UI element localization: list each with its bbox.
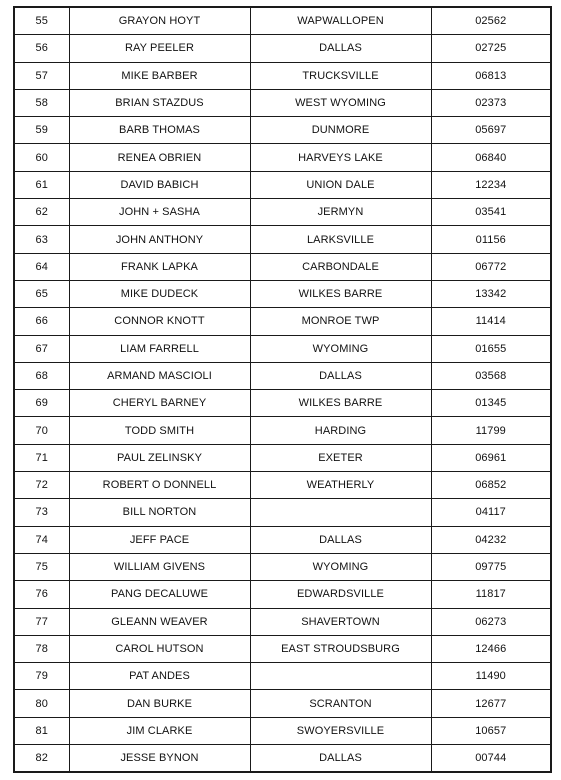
- entry-number-cell: 74: [14, 526, 69, 553]
- table-row: [14, 144, 551, 171]
- entry-code-cell: 04232: [431, 526, 551, 553]
- entry-code-cell: 05697: [431, 117, 551, 144]
- entry-code-cell: 03541: [431, 199, 551, 226]
- entry-code-cell: 13342: [431, 280, 551, 307]
- entry-name-cell: TODD SMITH: [69, 417, 250, 444]
- entry-number-cell: 81: [14, 717, 69, 744]
- table-row: [14, 171, 551, 198]
- entry-town-cell: DALLAS: [250, 35, 431, 62]
- entry-code-cell: 06840: [431, 144, 551, 171]
- entry-number-cell: 78: [14, 635, 69, 662]
- entry-name-cell: MIKE DUDECK: [69, 280, 250, 307]
- entry-number-cell: 60: [14, 144, 69, 171]
- entry-code-cell: 09775: [431, 553, 551, 580]
- entry-number-cell: 67: [14, 335, 69, 362]
- entry-town-cell: MONROE TWP: [250, 308, 431, 335]
- table-row: [14, 253, 551, 280]
- entry-town-cell: WYOMING: [250, 553, 431, 580]
- entry-town-cell: EAST STROUDSBURG: [250, 635, 431, 662]
- table-row: [14, 390, 551, 417]
- entry-code-cell: 03568: [431, 362, 551, 389]
- entry-code-cell: 01655: [431, 335, 551, 362]
- entry-name-cell: JIM CLARKE: [69, 717, 250, 744]
- entry-town-cell: WYOMING: [250, 335, 431, 362]
- entry-name-cell: CHERYL BARNEY: [69, 390, 250, 417]
- entry-town-cell: WILKES BARRE: [250, 280, 431, 307]
- entry-name-cell: JEFF PACE: [69, 526, 250, 553]
- entry-name-cell: PANG DECALUWE: [69, 581, 250, 608]
- entry-name-cell: ROBERT O DONNELL: [69, 472, 250, 499]
- table-row: [14, 308, 551, 335]
- entries-table: [13, 6, 552, 773]
- entry-town-cell: HARVEYS LAKE: [250, 144, 431, 171]
- entry-number-cell: 65: [14, 280, 69, 307]
- entry-number-cell: 69: [14, 390, 69, 417]
- entries-table-body: [14, 7, 551, 772]
- entry-name-cell: BILL NORTON: [69, 499, 250, 526]
- entry-code-cell: 01156: [431, 226, 551, 253]
- entry-number-cell: 72: [14, 472, 69, 499]
- table-row: [14, 226, 551, 253]
- entry-town-cell: WAPWALLOPEN: [250, 7, 431, 35]
- entry-code-cell: 11799: [431, 417, 551, 444]
- table-row: [14, 608, 551, 635]
- entry-code-cell: 04117: [431, 499, 551, 526]
- entry-town-cell: WEATHERLY: [250, 472, 431, 499]
- entry-code-cell: 06772: [431, 253, 551, 280]
- entry-name-cell: BARB THOMAS: [69, 117, 250, 144]
- entry-name-cell: WILLIAM GIVENS: [69, 553, 250, 580]
- entry-name-cell: PAT ANDES: [69, 663, 250, 690]
- entry-town-cell: DUNMORE: [250, 117, 431, 144]
- entry-number-cell: 75: [14, 553, 69, 580]
- entry-name-cell: JOHN + SASHA: [69, 199, 250, 226]
- entry-town-cell: UNION DALE: [250, 171, 431, 198]
- entry-code-cell: 12677: [431, 690, 551, 717]
- entry-code-cell: 02725: [431, 35, 551, 62]
- entry-town-cell: EDWARDSVILLE: [250, 581, 431, 608]
- entry-code-cell: 06813: [431, 62, 551, 89]
- entry-number-cell: 57: [14, 62, 69, 89]
- entry-name-cell: DAN BURKE: [69, 690, 250, 717]
- table-row: [14, 581, 551, 608]
- entry-name-cell: CAROL HUTSON: [69, 635, 250, 662]
- entry-code-cell: 10657: [431, 717, 551, 744]
- entry-name-cell: CONNOR KNOTT: [69, 308, 250, 335]
- entry-number-cell: 66: [14, 308, 69, 335]
- entry-code-cell: 11490: [431, 663, 551, 690]
- entry-town-cell: SCRANTON: [250, 690, 431, 717]
- entry-town-cell: DALLAS: [250, 526, 431, 553]
- entry-number-cell: 71: [14, 444, 69, 471]
- table-row: [14, 89, 551, 116]
- entry-code-cell: 06961: [431, 444, 551, 471]
- entry-code-cell: 02373: [431, 89, 551, 116]
- table-row: [14, 472, 551, 499]
- table-row: [14, 553, 551, 580]
- entry-town-cell: LARKSVILLE: [250, 226, 431, 253]
- table-row: [14, 635, 551, 662]
- entry-town-cell: CARBONDALE: [250, 253, 431, 280]
- entry-name-cell: PAUL ZELINSKY: [69, 444, 250, 471]
- entry-town-cell: EXETER: [250, 444, 431, 471]
- entry-code-cell: 02562: [431, 7, 551, 35]
- entry-code-cell: 11414: [431, 308, 551, 335]
- entry-code-cell: 12234: [431, 171, 551, 198]
- entry-town-cell: [250, 663, 431, 690]
- table-row: [14, 335, 551, 362]
- entry-name-cell: BRIAN STAZDUS: [69, 89, 250, 116]
- entry-number-cell: 68: [14, 362, 69, 389]
- entry-name-cell: ARMAND MASCIOLI: [69, 362, 250, 389]
- entry-number-cell: 70: [14, 417, 69, 444]
- entry-code-cell: 01345: [431, 390, 551, 417]
- entry-number-cell: 58: [14, 89, 69, 116]
- table-row: [14, 444, 551, 471]
- entry-name-cell: RENEA OBRIEN: [69, 144, 250, 171]
- entry-name-cell: JOHN ANTHONY: [69, 226, 250, 253]
- table-row: [14, 417, 551, 444]
- entry-name-cell: MIKE BARBER: [69, 62, 250, 89]
- entry-number-cell: 79: [14, 663, 69, 690]
- entry-name-cell: LIAM FARRELL: [69, 335, 250, 362]
- entry-number-cell: 56: [14, 35, 69, 62]
- entry-code-cell: 06273: [431, 608, 551, 635]
- entry-number-cell: 63: [14, 226, 69, 253]
- entry-name-cell: RAY PEELER: [69, 35, 250, 62]
- entry-code-cell: 12466: [431, 635, 551, 662]
- entry-number-cell: 55: [14, 7, 69, 35]
- entry-code-cell: 00744: [431, 745, 551, 773]
- entry-code-cell: 06852: [431, 472, 551, 499]
- entry-number-cell: 73: [14, 499, 69, 526]
- table-row: [14, 745, 551, 773]
- table-row: [14, 499, 551, 526]
- entry-town-cell: TRUCKSVILLE: [250, 62, 431, 89]
- entry-name-cell: DAVID BABICH: [69, 171, 250, 198]
- table-row: [14, 280, 551, 307]
- entry-town-cell: WILKES BARRE: [250, 390, 431, 417]
- entry-number-cell: 62: [14, 199, 69, 226]
- entry-name-cell: GLEANN WEAVER: [69, 608, 250, 635]
- entry-name-cell: FRANK LAPKA: [69, 253, 250, 280]
- table-row: [14, 362, 551, 389]
- entry-name-cell: GRAYON HOYT: [69, 7, 250, 35]
- table-row: [14, 7, 551, 35]
- entry-code-cell: 11817: [431, 581, 551, 608]
- table-row: [14, 199, 551, 226]
- table-row: [14, 717, 551, 744]
- table-row: [14, 663, 551, 690]
- entry-town-cell: WEST WYOMING: [250, 89, 431, 116]
- entry-number-cell: 77: [14, 608, 69, 635]
- entry-number-cell: 61: [14, 171, 69, 198]
- entry-town-cell: JERMYN: [250, 199, 431, 226]
- entry-number-cell: 64: [14, 253, 69, 280]
- table-row: [14, 35, 551, 62]
- entry-number-cell: 59: [14, 117, 69, 144]
- table-row: [14, 117, 551, 144]
- entry-name-cell: JESSE BYNON: [69, 745, 250, 773]
- entry-number-cell: 76: [14, 581, 69, 608]
- table-row: [14, 690, 551, 717]
- entry-town-cell: DALLAS: [250, 362, 431, 389]
- entry-town-cell: [250, 499, 431, 526]
- entry-town-cell: SWOYERSVILLE: [250, 717, 431, 744]
- entry-number-cell: 82: [14, 745, 69, 773]
- table-row: [14, 526, 551, 553]
- entry-number-cell: 80: [14, 690, 69, 717]
- table-row: [14, 62, 551, 89]
- entry-town-cell: SHAVERTOWN: [250, 608, 431, 635]
- entry-town-cell: DALLAS: [250, 745, 431, 773]
- entry-town-cell: HARDING: [250, 417, 431, 444]
